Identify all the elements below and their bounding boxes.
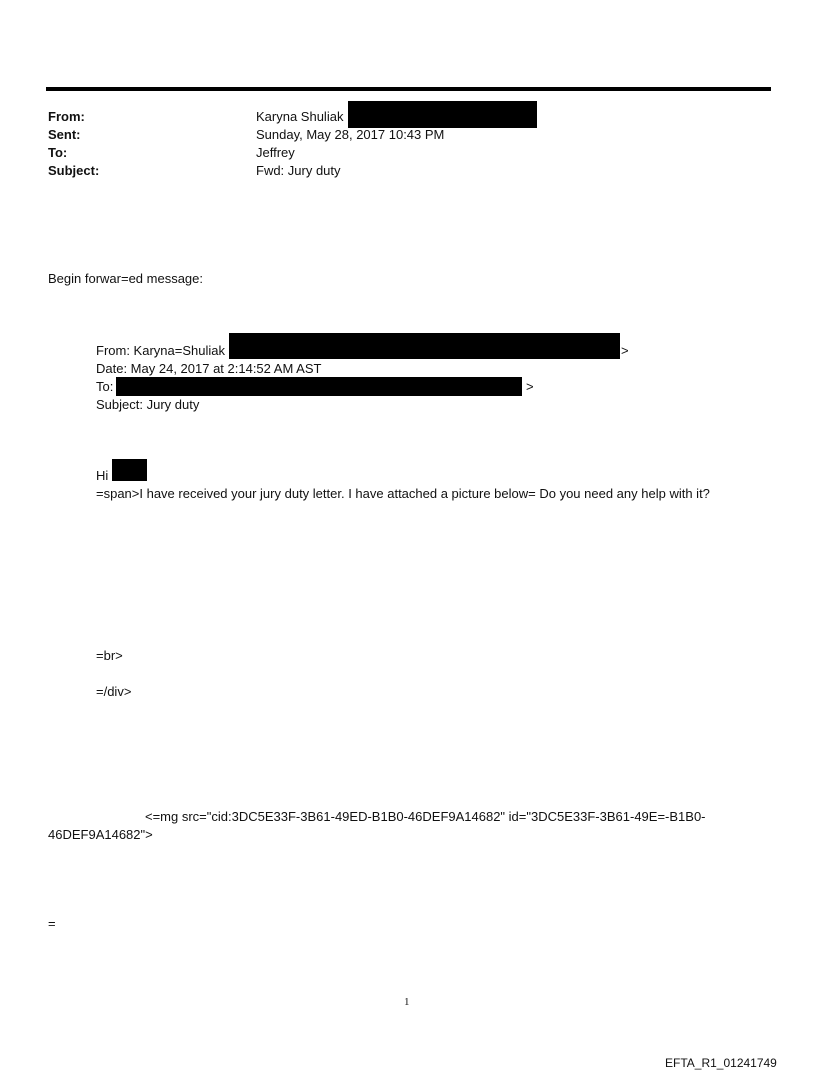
redaction-from-email	[348, 101, 537, 128]
img-tag-line-2: 46DEF9A14682">	[48, 827, 153, 842]
forwarded-from-close: >	[621, 343, 629, 358]
redaction-recipient-name	[112, 459, 147, 481]
forwarded-subject-line: Subject: Jury duty	[96, 397, 200, 412]
document-id: EFTA_R1_01241749	[665, 1056, 777, 1070]
forwarded-to-line: To:	[96, 379, 114, 394]
greeting: Hi	[96, 468, 109, 483]
br-tag-text: =br>	[96, 648, 123, 663]
redaction-forwarded-to	[116, 377, 522, 396]
forwarded-date-line: Date: May 24, 2017 at 2:14:52 AM AST	[96, 361, 322, 376]
begin-forwarded-message: Begin forwar=ed message:	[48, 271, 204, 286]
from-label: From:	[48, 109, 85, 124]
page-number: 1	[404, 996, 410, 1008]
img-tag-line-1: <=mg src="cid:3DC5E33F-3B61-49ED-B1B0-46DEF9A14682" id="3DC5E33F-3B61-49E=-B1B0-	[145, 809, 706, 824]
sent-value: Sunday, May 28, 2017 10:43 PM	[256, 127, 445, 142]
sent-label: Sent:	[48, 127, 81, 142]
from-value: Karyna Shuliak	[256, 109, 344, 124]
message-line: =span>I have received your jury duty letter. I have attached a picture below= Do you need any help with it?	[96, 486, 710, 501]
header-rule	[46, 87, 771, 91]
div-close-text: =/div>	[96, 684, 132, 699]
to-label: To:	[48, 145, 68, 160]
subject-label: Subject:	[48, 163, 100, 178]
to-value: Jeffrey	[256, 145, 295, 160]
redaction-forwarded-from-email	[229, 333, 620, 359]
forwarded-from-line: From: Karyna=Shuliak	[96, 343, 225, 358]
subject-value: Fwd: Jury duty	[256, 163, 341, 178]
equals-sign: =	[48, 916, 56, 931]
forwarded-to-close: >	[526, 379, 534, 394]
